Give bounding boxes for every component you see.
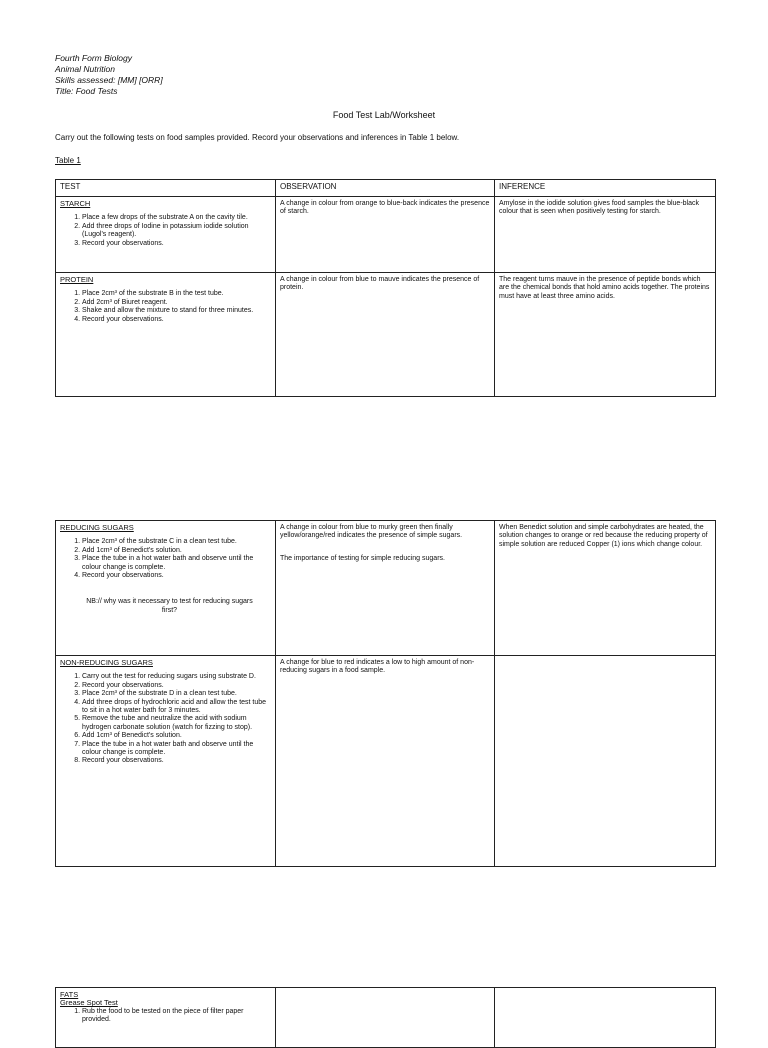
instructions: Carry out the following tests on food samples provided. Record your observations and inferences in Table 1 below. <box>55 133 460 142</box>
steps-non-reducing-sugars <box>60 673 271 765</box>
table-row-starch <box>56 197 716 273</box>
table-row-non-reducing-sugars <box>56 656 716 867</box>
inference-reducing-sugars: When Benedict solution and simple carbohydrates are heated, the solution changes to orange or red because the reducing property of simple solution are reduced Copper (1) ions which change colour. <box>495 521 716 656</box>
document-header <box>55 53 163 97</box>
step-item: 2. Add 1cm³ of Benedict's solution. <box>82 547 271 555</box>
document-title: Food Test Lab/Worksheet <box>332 110 436 120</box>
table-row-protein <box>56 273 716 397</box>
test-name-protein: PROTEIN <box>60 275 94 284</box>
test-cell-non-reducing-sugars <box>56 656 276 867</box>
step-item: 6. Add 1cm³ of Benedict's solution. <box>82 732 271 740</box>
step-item: 1. Place a few drops of the substrate A on the cavity tile. <box>82 214 271 222</box>
step-item: 8. Record your observations. <box>82 757 271 765</box>
observation-starch: A change in colour from orange to blue-back indicates the presence of starch. <box>276 197 495 273</box>
table-label: Table 1 <box>55 156 81 165</box>
step-item: 3. Record your observations. <box>82 240 271 248</box>
food-test-table-part-3 <box>55 987 716 1048</box>
observation-fats <box>276 988 495 1048</box>
column-header-observation: OBSERVATION <box>276 180 495 197</box>
test-cell-protein <box>56 273 276 397</box>
step-item: 3. Shake and allow the mixture to stand for three minutes. <box>82 307 271 315</box>
step-item: 3. Place 2cm³ of the substrate D in a clean test tube. <box>82 690 271 698</box>
step-item: 2. Record your observations. <box>82 682 271 690</box>
observation-protein: A change in colour from blue to mauve indicates the presence of protein. <box>276 273 495 397</box>
header-skills: Skills assessed: [MM] [ORR] <box>55 75 163 85</box>
header-topic: Animal Nutrition <box>55 64 115 74</box>
test-cell-fats <box>56 988 276 1048</box>
steps-starch <box>60 214 271 248</box>
step-item: 4. Add three drops of hydrochloric acid and allow the test tube to sit in a hot water bath for 3 minutes. <box>82 699 271 716</box>
food-test-table-part-1 <box>55 179 716 397</box>
test-subtitle-fats: Grease Spot Test <box>60 998 118 1008</box>
observation-text: A change in colour from blue to murky green then finally yellow/orange/red indicates the presence of simple sugars. <box>280 524 463 540</box>
test-name-reducing-sugars: REDUCING SUGARS <box>60 523 134 532</box>
step-item: 5. Remove the tube and neutralize the acid with sodium hydrogen carbonate solution (watch for fizzing to stop). <box>82 715 271 732</box>
test-name-non-reducing-sugars: NON-REDUCING SUGARS <box>60 658 153 667</box>
test-name-starch: STARCH <box>60 199 91 208</box>
header-title: Title: Food Tests <box>55 86 118 96</box>
header-course: Fourth Form Biology <box>55 53 132 63</box>
food-test-table-part-2 <box>55 520 716 867</box>
test-cell-reducing-sugars <box>56 521 276 656</box>
steps-protein <box>60 290 271 324</box>
table-row-fats <box>56 988 716 1048</box>
column-header-inference: INFERENCE <box>495 180 716 197</box>
step-item: 4. Record your observations. <box>82 572 271 580</box>
inference-non-reducing-sugars <box>495 656 716 867</box>
observation-reducing-sugars <box>276 521 495 656</box>
nb-question: NB:// why was it necessary to test for reducing sugars first? <box>86 598 253 614</box>
step-item: 1. Place 2cm³ of the substrate B in the test tube. <box>82 290 271 298</box>
step-item: 1. Carry out the test for reducing sugars using substrate D. <box>82 673 271 681</box>
step-item: 1. Rub the food to be tested on the piece of filter paper provided. <box>82 1008 271 1025</box>
column-header-test: TEST <box>56 180 276 197</box>
step-item: 1. Place 2cm³ of the substrate C in a clean test tube. <box>82 538 271 546</box>
steps-fats <box>60 1008 271 1025</box>
step-item: 7. Place the tube in a hot water bath and observe until the colour change is complete. <box>82 741 271 758</box>
inference-starch: Amylose in the iodide solution gives food samples the blue-black colour that is seen when positively testing for starch. <box>495 197 716 273</box>
inference-protein: The reagent turns mauve in the presence of peptide bonds which are the chemical bonds that hold amino acids together. The proteins must have at least three amino acids. <box>495 273 716 397</box>
step-item: 3. Place the tube in a hot water bath and observe until the colour change is complete. <box>82 555 271 572</box>
step-item: 2. Add 2cm³ of Biuret reagent. <box>82 299 271 307</box>
steps-reducing-sugars <box>60 538 271 580</box>
step-item: 4. Record your observations. <box>82 316 271 324</box>
test-name-fats: FATS <box>60 990 79 999</box>
step-item: 2. Add three drops of Iodine in potassium iodide solution (Lugol's reagent). <box>82 223 271 240</box>
observation-note: The importance of testing for simple reducing sugars. <box>280 554 445 562</box>
observation-non-reducing-sugars: A change for blue to red indicates a low to high amount of non-reducing sugars in a food sample. <box>276 656 495 867</box>
table-row-reducing-sugars <box>56 521 716 656</box>
inference-fats <box>495 988 716 1048</box>
test-cell-starch <box>56 197 276 273</box>
